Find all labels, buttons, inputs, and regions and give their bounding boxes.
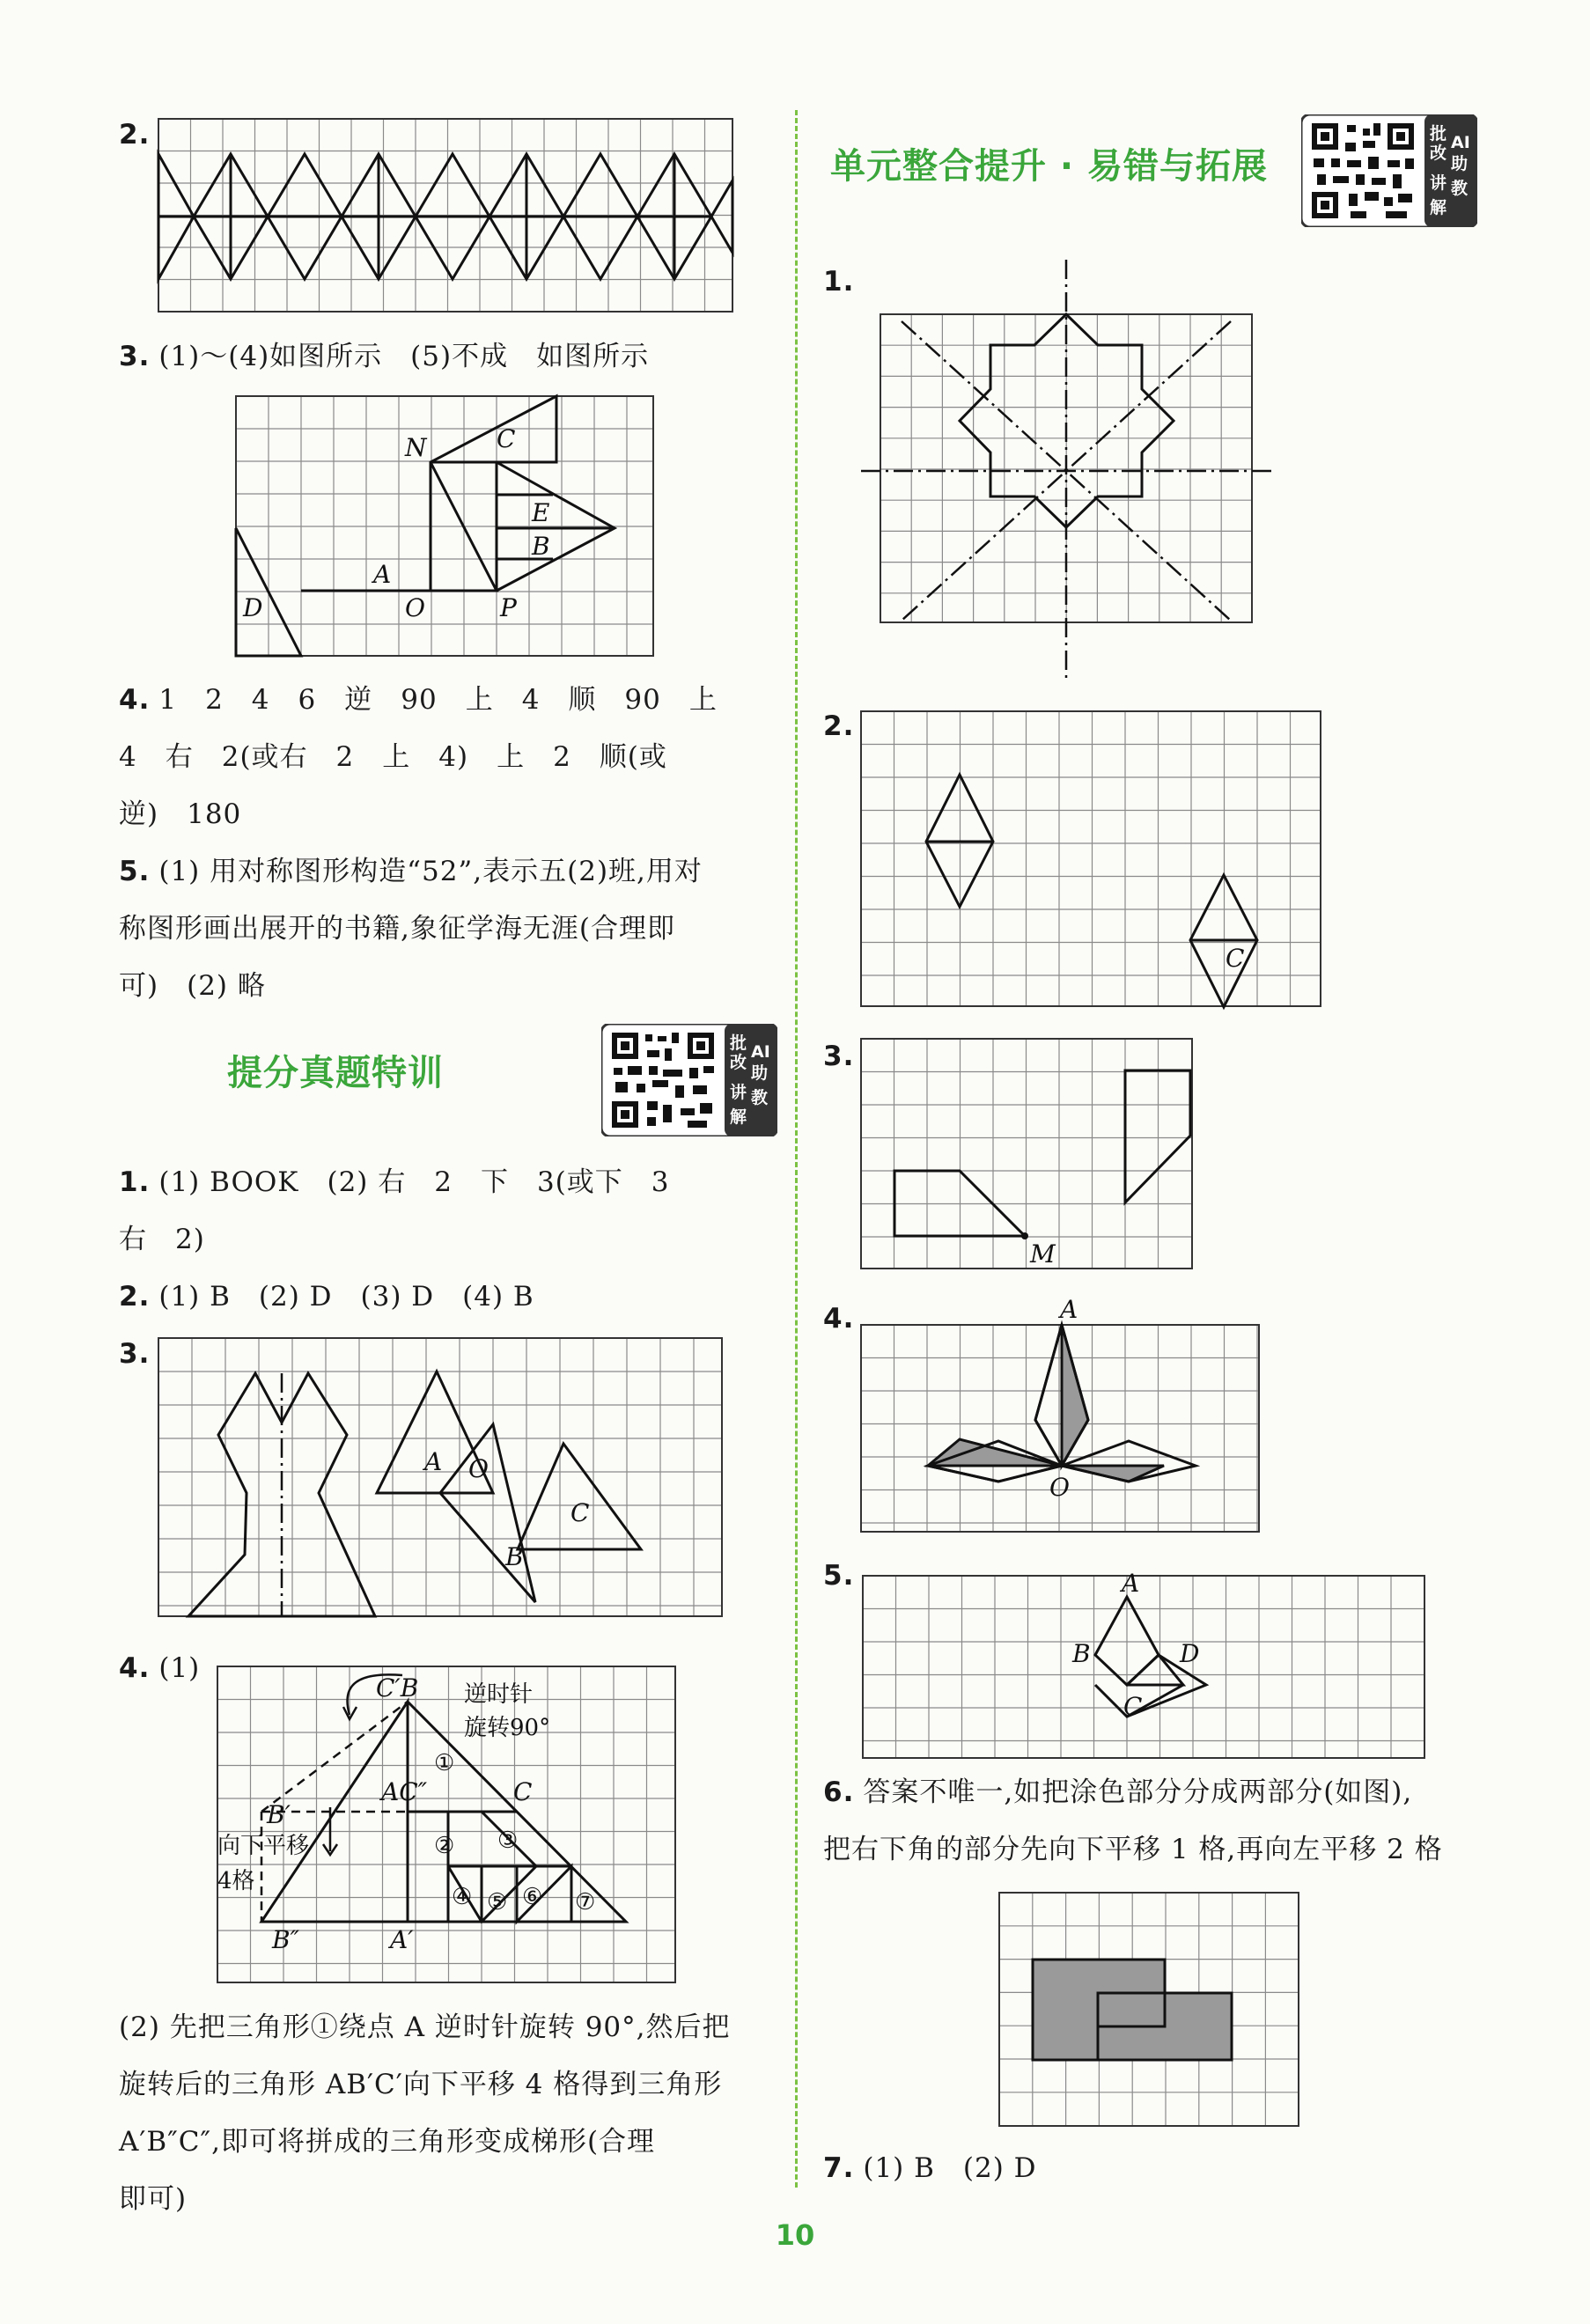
question-4-line-2: 4 右 2(或右 2 上 4) 上 2 顺(或: [119, 741, 667, 773]
svg-text:教: 教: [751, 1088, 769, 1107]
svg-text:A: A: [373, 560, 392, 589]
svg-text:AC″: AC″: [381, 1777, 428, 1806]
svg-text:AI: AI: [1451, 133, 1470, 152]
r4-grid-figure: [861, 1295, 1259, 1533]
triangle-c: [518, 1444, 641, 1549]
review-3-number: 3.: [823, 1041, 855, 1072]
practice-4-number: 4. (1): [119, 1652, 201, 1684]
review-7: 7. (1) B (2) D: [823, 2152, 1037, 2184]
svg-text:④: ④: [452, 1884, 473, 1910]
r5-grid-figure: [863, 1569, 1424, 1759]
svg-text:B: B: [1072, 1639, 1091, 1668]
svg-text:A: A: [1122, 1569, 1140, 1598]
svg-text:C′B: C′B: [376, 1673, 419, 1703]
question-2-number: 2.: [119, 119, 151, 151]
svg-text:O: O: [405, 593, 425, 622]
svg-text:讲: 讲: [730, 1083, 747, 1102]
svg-text:O: O: [1049, 1473, 1070, 1502]
svg-text:逆时针: 逆时针: [464, 1681, 534, 1708]
question-5-line-2: 称图形画出展开的书籍,象征学海无涯(合理即: [119, 913, 675, 945]
svg-text:⑦: ⑦: [575, 1889, 596, 1916]
svg-text:解: 解: [1430, 198, 1447, 217]
svg-text:②: ②: [434, 1833, 455, 1859]
practice-4-text-line-4: 即可): [119, 2183, 188, 2215]
r6-grid-figure: [999, 1893, 1299, 2127]
question-4-line-1: 4. 1 2 4 6 逆 90 上 4 顺 90 上: [119, 684, 718, 716]
review-2-number: 2.: [823, 710, 855, 742]
p4-grid-figure: [217, 1666, 675, 1983]
svg-text:P: P: [500, 593, 517, 622]
qr-code-badge-unit[interactable]: [1301, 114, 1477, 227]
svg-text:教: 教: [1451, 179, 1469, 198]
svg-text:D: D: [1180, 1639, 1200, 1668]
svg-text:讲: 讲: [1430, 173, 1447, 193]
svg-text:AI: AI: [751, 1042, 770, 1062]
practice-4-text-line-2: 旋转后的三角形 AB′C′向下平移 4 格得到三角形: [119, 2069, 723, 2100]
practice-1-line-2: 右 2): [119, 1224, 205, 1255]
qr-code-badge[interactable]: [601, 1024, 777, 1136]
svg-text:A′: A′: [390, 1925, 414, 1954]
svg-text:C: C: [1226, 944, 1245, 973]
svg-text:①: ①: [434, 1750, 455, 1776]
svg-text:E: E: [532, 498, 550, 527]
svg-text:批: 批: [730, 1033, 747, 1053]
svg-text:B′: B′: [267, 1800, 291, 1829]
r2-grid-figure: [861, 711, 1321, 1007]
svg-text:O: O: [468, 1454, 489, 1483]
section-title-unit-review: 单元整合提升 · 易错与拓展: [830, 146, 1269, 187]
review-6-line-2: 把右下角的部分先向下平移 1 格,再向左平移 2 格: [823, 1834, 1443, 1865]
review-6-line-1: 6. 答案不唯一,如把涂色部分分成两部分(如图),: [823, 1776, 1413, 1808]
svg-text:⑥: ⑥: [522, 1884, 543, 1910]
question-3: 3. (1)～(4)如图所示 (5)不成 如图所示: [119, 341, 650, 372]
svg-text:B: B: [505, 1542, 524, 1571]
svg-text:C: C: [497, 424, 516, 453]
svg-text:助: 助: [1451, 154, 1469, 173]
review-1-number: 1.: [823, 266, 855, 298]
practice-4-text-line-1: (2) 先把三角形①绕点 A 逆时针旋转 90°,然后把: [119, 2011, 731, 2043]
q3-grid-figure: [236, 396, 653, 657]
page-number: 10: [775, 2218, 815, 2252]
svg-text:N: N: [405, 433, 427, 462]
svg-text:B″: B″: [272, 1925, 300, 1954]
svg-text:改: 改: [730, 1053, 747, 1072]
r1-octagram-figure: [861, 260, 1275, 682]
svg-text:改: 改: [1430, 143, 1447, 163]
svg-text:B: B: [532, 532, 550, 561]
svg-text:解: 解: [730, 1107, 747, 1127]
svg-text:旋转90°: 旋转90°: [464, 1715, 551, 1741]
r3-grid-figure: [861, 1039, 1192, 1269]
practice-1-line-1: 1. (1) BOOK (2) 右 2 下 3(或下 3: [119, 1166, 670, 1198]
svg-text:C: C: [513, 1777, 533, 1806]
practice-2: 2. (1) B (2) D (3) D (4) B: [119, 1281, 534, 1313]
question-5-line-3: 可) (2) 略: [119, 970, 266, 1002]
practice-3-number: 3.: [119, 1338, 151, 1370]
svg-text:M: M: [1030, 1239, 1056, 1269]
column-divider: [795, 110, 798, 2188]
svg-text:A: A: [424, 1447, 443, 1476]
q2-grid-figure: [158, 119, 732, 313]
svg-text:D: D: [243, 593, 263, 622]
triangle-b: [440, 1424, 535, 1602]
svg-text:③: ③: [497, 1828, 519, 1854]
shaded-region: [1033, 1960, 1232, 2060]
svg-text:C: C: [570, 1498, 590, 1527]
review-5-number: 5.: [823, 1560, 855, 1592]
svg-text:批: 批: [1430, 124, 1447, 143]
question-5-line-1: 5. (1) 用对称图形构造“52”,表示五(2)班,用对: [119, 856, 703, 887]
svg-text:⑤: ⑤: [487, 1889, 508, 1916]
question-4-line-3: 逆) 180: [119, 798, 242, 830]
svg-text:A: A: [1060, 1295, 1078, 1324]
svg-text:向下平移: 向下平移: [217, 1833, 310, 1859]
p3-grid-figure: [158, 1338, 722, 1617]
section-title-practice: 提分真题特训: [227, 1053, 444, 1093]
q2-diamond-pattern: [158, 154, 732, 279]
svg-text:C: C: [1123, 1692, 1143, 1721]
review-4-number: 4.: [823, 1303, 855, 1335]
svg-text:4格: 4格: [217, 1868, 255, 1894]
practice-4-text-line-3: A′B″C″,即可将拼成的三角形变成梯形(合理: [119, 2126, 656, 2158]
svg-text:助: 助: [751, 1063, 769, 1083]
